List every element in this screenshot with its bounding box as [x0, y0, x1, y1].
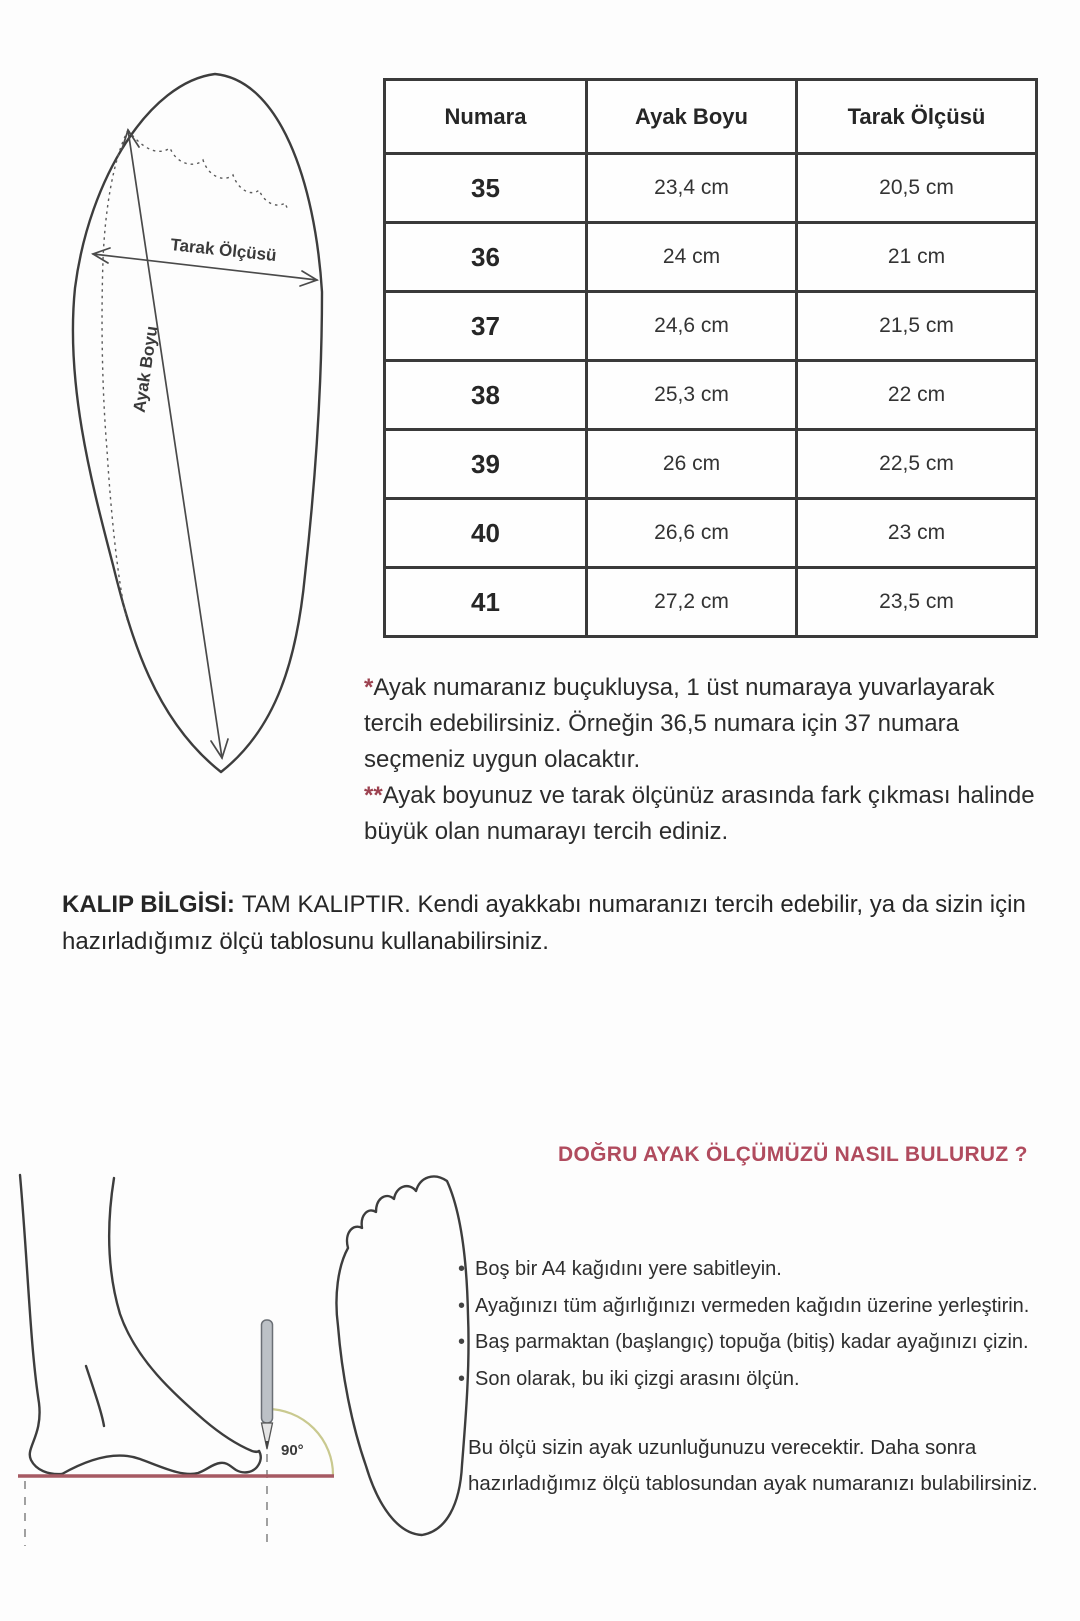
- size-cell: 38: [385, 361, 587, 430]
- asterisk: *: [364, 674, 374, 701]
- howto-step-text: Ayağınızı tüm ağırlığınızı vermeden kağıdın üzerine yerleştirin.: [475, 1294, 1030, 1317]
- size-cell: 39: [385, 430, 587, 499]
- howto-heading: DOĞRU AYAK ÖLÇÜMÜZÜ NASIL BULURUZ ?: [558, 1143, 1028, 1166]
- foot-tracing-diagram: [0, 1160, 360, 1621]
- foot-width-cell: 22,5 cm: [797, 430, 1037, 499]
- foot-width-cell: 21,5 cm: [797, 292, 1037, 361]
- howto-steps-list: [458, 1251, 1048, 1397]
- size-cell: 35: [385, 154, 587, 223]
- foot-outline: [336, 1176, 468, 1535]
- howto-step: [458, 1324, 1048, 1361]
- howto-step-text: Baş parmaktan (başlangıç) topuğa (bitiş) kadar ayağınızı çizin.: [475, 1331, 1029, 1353]
- size-cell: 40: [385, 499, 587, 568]
- howto-step: [458, 1361, 1048, 1398]
- length-arrow: [128, 130, 222, 758]
- table-row: [385, 292, 1037, 361]
- last-info-paragraph: [62, 886, 1030, 960]
- width-label: Tarak Ölçüsü: [169, 235, 278, 266]
- pen-barrel: [262, 1320, 273, 1423]
- foot-width-cell: 23,5 cm: [797, 568, 1037, 637]
- col-header-numara: Numara: [385, 80, 587, 154]
- kalip-info-label: KALIP BİLGİSİ:: [62, 891, 235, 918]
- left-edge-dotted: [102, 130, 128, 620]
- foot-length-cell: 25,3 cm: [587, 361, 797, 430]
- size-cell: 36: [385, 223, 587, 292]
- size-table-header-row: [385, 80, 1037, 154]
- width-arrow: [93, 254, 317, 280]
- howto-step-text: Son olarak, bu iki çizgi arasını ölçün.: [475, 1367, 800, 1390]
- foot-length-cell: 26,6 cm: [587, 499, 797, 568]
- foot-width-cell: 23 cm: [797, 499, 1037, 568]
- double-asterisk: **: [364, 782, 383, 809]
- foot-width-cell: 20,5 cm: [797, 154, 1037, 223]
- table-row: [385, 568, 1037, 637]
- angle-label: 90°: [281, 1442, 304, 1459]
- kalip-info-text: TAM KALIPTIR. Kendi ayakkabı numaranızı tercih edebilir, ya da sizin için hazırladığımız ölçü tablosunu kullanabilirsiniz.: [62, 891, 1026, 955]
- size-cell: 37: [385, 292, 587, 361]
- foot-length-cell: 26 cm: [587, 430, 797, 499]
- size-cell: 41: [385, 568, 587, 637]
- insole-outline: [73, 74, 322, 772]
- leg-back-outline: [20, 1175, 62, 1474]
- col-header-ayak-boyu: Ayak Boyu: [587, 80, 797, 154]
- insole-measure-diagram: [55, 60, 375, 780]
- table-footnotes: [364, 670, 1040, 850]
- table-row: [385, 430, 1037, 499]
- length-label: Ayak Boyu: [129, 324, 162, 414]
- foot-length-cell: 27,2 cm: [587, 568, 797, 637]
- howto-step-text: Boş bir A4 kağıdını yere sabitleyin.: [475, 1258, 782, 1280]
- foot-width-cell: 22 cm: [797, 361, 1037, 430]
- foot-sole-outline: [62, 1451, 261, 1474]
- size-table: [383, 78, 1038, 638]
- toe-line-dotted: [128, 130, 288, 210]
- table-row: [385, 361, 1037, 430]
- table-row: [385, 499, 1037, 568]
- foot-length-cell: 24 cm: [587, 223, 797, 292]
- footnote-text: Ayak boyunuz ve tarak ölçünüz arasında fark çıkması halinde büyük olan numarayı tercih ediniz.: [364, 782, 1035, 845]
- footnote-half-sizes: [364, 670, 1040, 778]
- footnote-larger-size: [364, 778, 1040, 850]
- foot-width-cell: 21 cm: [797, 223, 1037, 292]
- howto-step: [458, 1251, 1048, 1288]
- howto-result-paragraph: Bu ölçü sizin ayak uzunluğunuzu verecektir. Daha sonra hazırladığımız ölçü tablosundan ayak numaranızı bulabilirsiniz.: [468, 1436, 1038, 1495]
- foot-length-cell: 23,4 cm: [587, 154, 797, 223]
- table-row: [385, 154, 1037, 223]
- table-row: [385, 223, 1037, 292]
- ankle-crease: [86, 1366, 104, 1426]
- footnote-text: Ayak numaranız buçukluysa, 1 üst numaraya yuvarlayarak tercih edebilirsiniz. Örneğin 36,5 numara için 37 numara seçmeniz uygun olacaktır.: [364, 674, 995, 773]
- foot-length-cell: 24,6 cm: [587, 292, 797, 361]
- col-header-tarak-olcusu: Tarak Ölçüsü: [797, 80, 1037, 154]
- howto-step: [458, 1288, 1048, 1325]
- leg-front-outline: [109, 1178, 259, 1452]
